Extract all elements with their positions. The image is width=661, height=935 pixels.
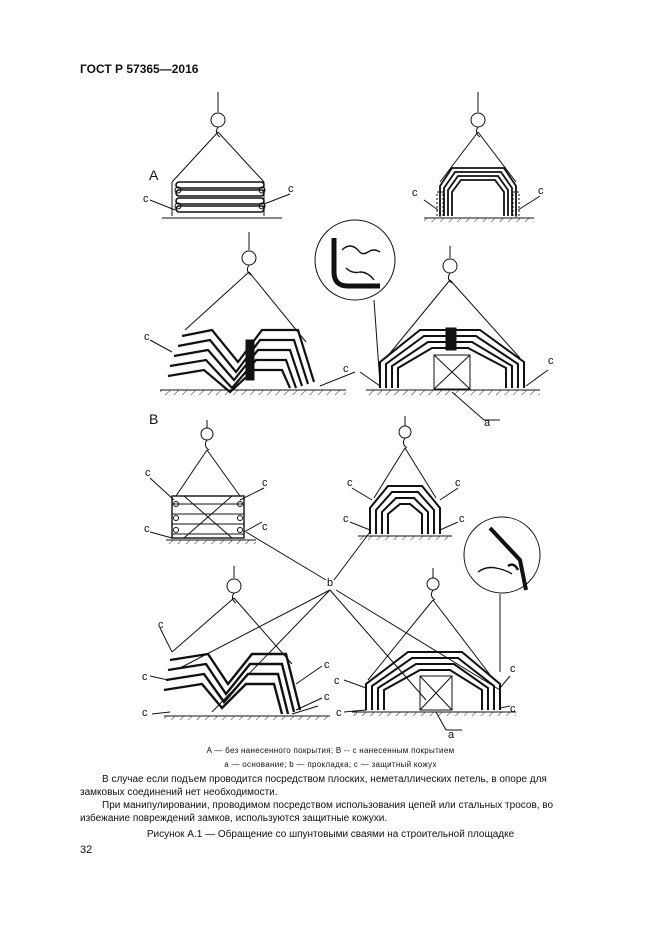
a-stack-with-base-lift	[360, 246, 548, 420]
label-c: c	[347, 477, 353, 489]
label-c: c	[158, 619, 164, 631]
crane-hook-icon	[399, 426, 411, 438]
crane-hook-icon	[227, 579, 241, 593]
document-header: ГОСТ Р 57365—2016	[80, 62, 199, 76]
label-c: c	[548, 355, 554, 367]
figure-legend-line-2: a — основание; b — прокладка; c — защитный кожух	[224, 760, 437, 769]
b-boxed-stack-lift	[150, 420, 264, 544]
crane-hook-icon	[211, 113, 225, 127]
label-c: c	[510, 663, 516, 675]
b-zigzag-stack-lift	[150, 566, 330, 720]
label-c: c	[412, 187, 418, 199]
figure-legend-line-1: A — без нанесенного покрытия; В -- с нанесенным покрытием	[206, 746, 455, 755]
label-c: c	[334, 675, 340, 687]
b-detail-circle	[464, 517, 540, 593]
a-flat-stack-lift	[150, 92, 290, 218]
label-a: a	[484, 417, 491, 429]
crane-hook-icon	[471, 113, 485, 127]
label-c: c	[343, 363, 349, 375]
label-c: c	[510, 703, 516, 715]
label-c: c	[336, 707, 342, 719]
label-c: c	[288, 183, 294, 195]
label-c: c	[142, 707, 148, 719]
a-arched-stack-lift	[424, 92, 540, 222]
page-number: 32	[80, 844, 93, 856]
label-c: c	[142, 671, 148, 683]
label-c: c	[262, 477, 268, 489]
crane-hook-icon	[242, 251, 256, 265]
body-paragraph: В случае если подъем проводится посредством плоских, неметаллических петель, в опоре для замковых соединений нет необходимости.	[80, 774, 547, 798]
group-a-label: А	[149, 167, 159, 183]
a-detail-circle	[315, 220, 395, 300]
label-c: c	[262, 521, 268, 533]
label-c: c	[145, 467, 151, 479]
crane-hook-icon	[427, 578, 439, 590]
label-c: c	[144, 523, 150, 535]
b-arched-stack-lift	[350, 416, 458, 540]
label-c: c	[343, 513, 349, 525]
body-paragraph: При манипулировании, проводимом посредством использования цепей или стальных тросов, во избежание повреждений замков, используются защитные кожухи.	[80, 800, 554, 824]
group-b-label: В	[149, 411, 159, 427]
label-c: c	[324, 659, 330, 671]
label-c: c	[455, 477, 461, 489]
label-b: b	[327, 577, 334, 589]
label-c: c	[459, 513, 465, 525]
label-c: c	[324, 691, 330, 703]
figure-caption: Рисунок А.1 — Обращение со шпунтовыми сваями на строительной площадке	[146, 829, 515, 840]
b-stack-with-base-lift	[344, 568, 516, 730]
crane-hook-icon	[201, 428, 213, 440]
a-zigzag-stack-lift	[150, 232, 355, 395]
label-c: c	[538, 185, 544, 197]
label-c: c	[143, 193, 149, 205]
label-a: a	[448, 729, 455, 741]
crane-hook-icon	[443, 259, 457, 273]
label-c: c	[144, 331, 150, 343]
